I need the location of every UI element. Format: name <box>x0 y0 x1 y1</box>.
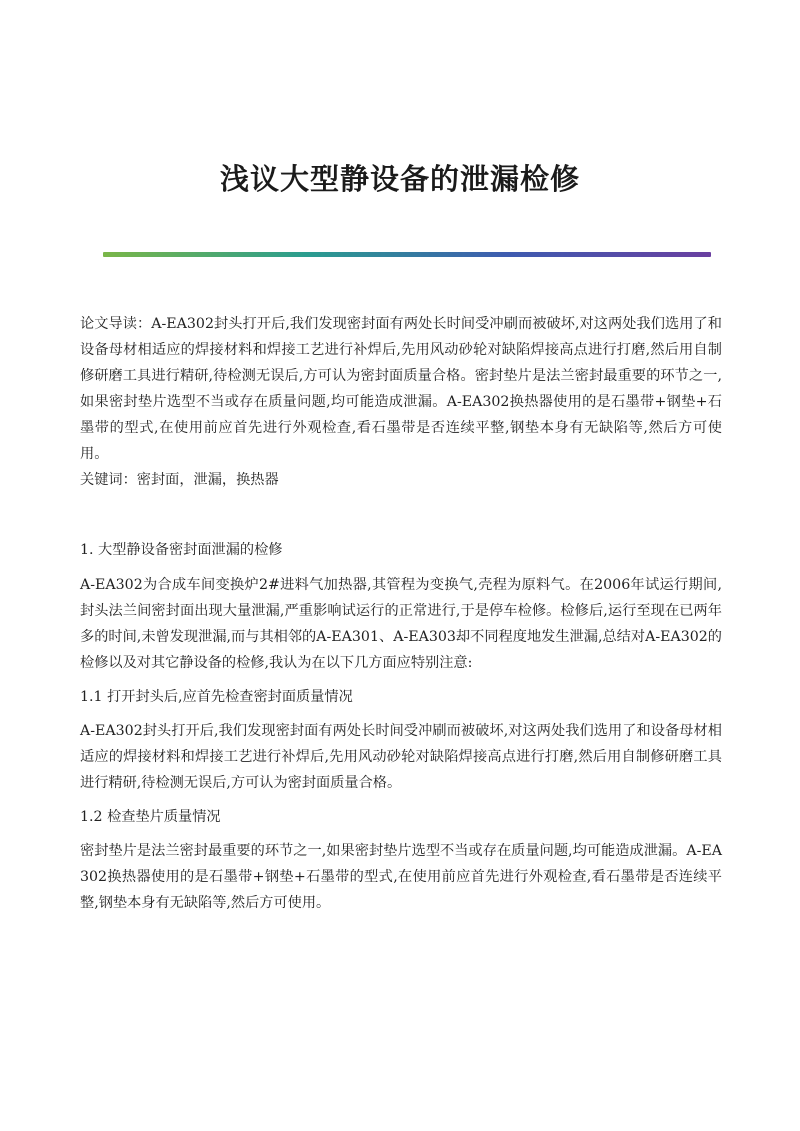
keywords-line: 关键词：密封面，泄漏，换热器 <box>80 472 279 488</box>
abstract-paragraph: 论文导读：A-EA302封头打开后,我们发现密封面有两处长时间受冲刷而被破坏,对这两处我们选用了和设备母材相适应的焊接材料和焊接工艺进行补焊后,先用风动砂轮对缺陷焊接高点进行打磨,然后用自制修研磨工具进行精研,待检测无误后,方可认为密封面质量合格。密封垫片是法兰密封最重要的环节之一,如果密封垫片选型不当或存在质量问题,均可能造成泄漏。A-EA302换热器使用的是石墨带+钢垫+石墨带的型式,在使用前应首先进行外观检查,看石墨带是否连续平整,钢垫本身有无缺陷等,然后方可使用。 <box>80 316 722 462</box>
spacer <box>80 493 722 528</box>
section-1-1-heading: 1.1 打开封头后,应首先检查密封面质量情况 <box>80 689 353 705</box>
section-1-2-paragraph: 密封垫片是法兰密封最重要的环节之一,如果密封垫片选型不当或存在质量问题,均可能造成泄漏。A-EA302换热器使用的是石墨带+钢垫+石墨带的型式,在使用前应首先进行外观检查,看石墨带是否连续平整,钢垫本身有无缺陷等,然后方可使用。 <box>80 843 722 911</box>
section-1-2-heading: 1.2 检查垫片质量情况 <box>80 809 221 825</box>
section-1-paragraph: A-EA302为合成车间变换炉2#进料气加热器,其管程为变换气,壳程为原料气。在2006年试运行期间,封头法兰间密封面出现大量泄漏,严重影响试运行的正常进行,于是停车检修。检修后,运行至现在已两年多的时间,未曾发现泄漏,而与其相邻的A-EA301、A-EA303却不同程度地发生泄漏,总结对A-EA302的检修以及对其它静设备的检修,我认为在以下几方面应特别注意: <box>80 577 722 671</box>
document-title: 浅议大型静设备的泄漏检修 <box>219 162 580 196</box>
section-1-1-paragraph: A-EA302封头打开后,我们发现密封面有两处长时间受冲刷而被破坏,对这两处我们选用了和设备母材相适应的焊接材料和焊接工艺进行补焊后,先用风动砂轮对缺陷焊接高点进行打磨,然后用自制修研磨工具进行精研,待检测无误后,方可认为密封面质量合格。 <box>80 723 722 791</box>
title-divider <box>103 252 711 257</box>
section-1-heading: 1. 大型静设备密封面泄漏的检修 <box>80 542 283 558</box>
document-body <box>80 311 722 916</box>
